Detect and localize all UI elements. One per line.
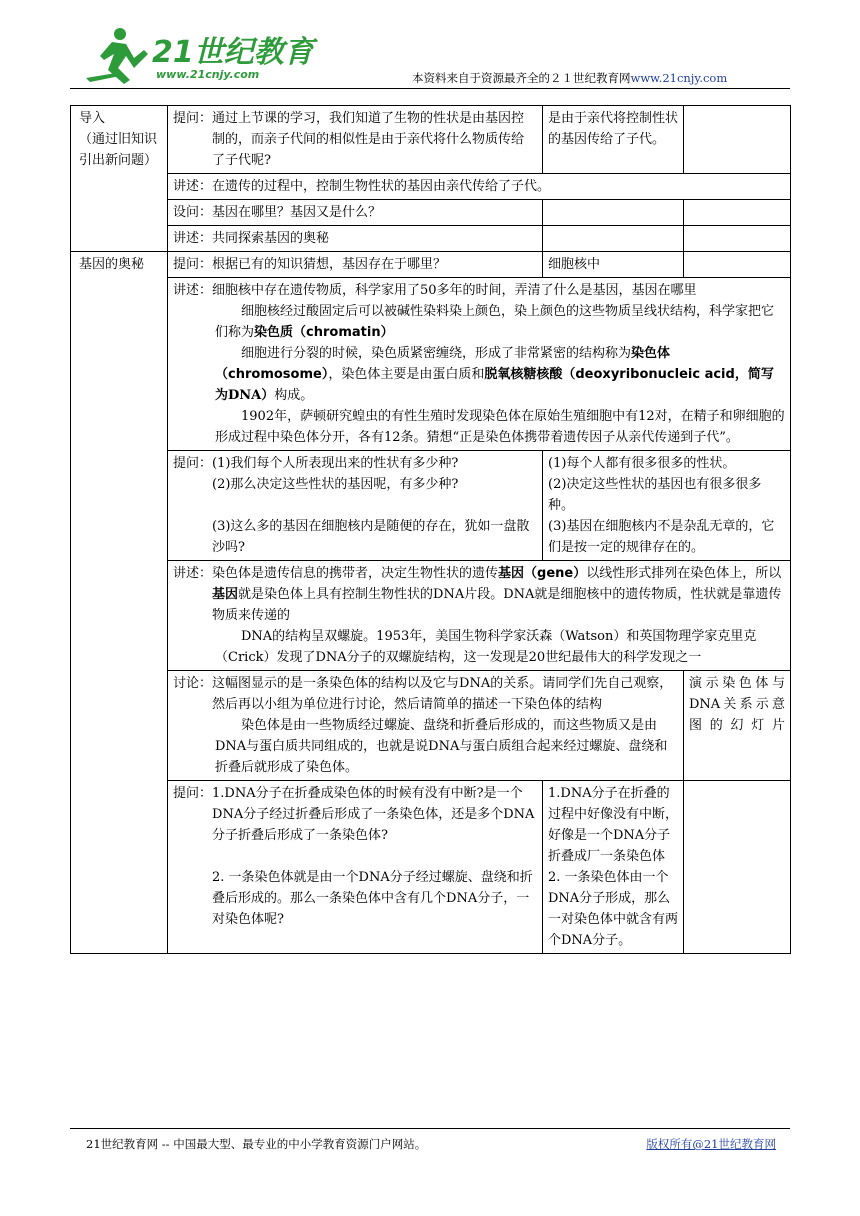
- table-row: [71, 278, 791, 451]
- header-source-note: [412, 70, 727, 86]
- answer-cell: 是由于亲代将控制性状的基因传给了子代。: [543, 106, 684, 174]
- lecture-paragraph: DNA的结构呈双螺旋。1953年，美国生物科学家沃森（Watson）和英国物理学家克里克（Crick）发现了DNA分子的双螺旋结构，这一发现是20世纪最伟大的科学发现之一: [215, 629, 757, 665]
- page-header: [0, 0, 860, 95]
- lecture-paragraph: 细胞核经过酸固定后可以被碱性染料染上颜色，染上颜色的这些物质呈线状结构，科学家把它们称为染色质（chromatin）: [215, 304, 775, 340]
- question-cell: 设问：基因在哪里？基因又是什么？: [168, 200, 543, 226]
- lesson-table: [70, 105, 791, 954]
- logo-text: 21世纪教育: [152, 35, 314, 70]
- table-row: [71, 226, 791, 252]
- lecture-cell: 讲述： 染色体是遗传信息的携带者，决定生物性状的遗传基因（gene）以线性形式排列在染色体上，所以基因就是染色体上具有控制生物性状的DNA片段。DNA就是细胞核中的遗传物质，性状就是靠遗传物质来传递的 DNA的结构呈双螺旋。1953年，美国生物科学家沃森（Watson）和英国物理学家克里克（Crick）发现了DNA分子的双螺旋结构，这一发现是20世纪最伟大的科学发现之一: [168, 561, 791, 671]
- note-cell: 演示染色体与DNA关系示意图的幻灯片: [684, 671, 791, 781]
- logo-url: www.21cnjy.com: [156, 68, 260, 81]
- table-row: [71, 451, 791, 561]
- question-cell: 提问： 1.DNA分子在折叠成染色体的时候有没有中断?是一个DNA分子经过折叠后形成了一条染色体，还是多个DNA分子折叠后形成了一条染色体? 2. 一条染色体就是由一个DNA分子经过螺旋、盘绕和折叠后形成的。那么一条染色体中含有几个DNA分子，一对染色体呢?: [168, 781, 543, 954]
- lecture-cell: 讲述：共同探索基因的奥秘: [168, 226, 543, 252]
- discussion-paragraph: 染色体是由一些物质经过螺旋、盘绕和折叠后形成的，而这些物质又是由DNA与蛋白质共同组成的，也就是说DNA与蛋白质组合起来经过螺旋、盘绕和折叠后就形成了染色体。: [215, 718, 668, 775]
- question-cell: 提问： 通过上节课的学习，我们知道了生物的性状是由基因控制的，而亲子代间的相似性是由于亲代将什么物质传给了子代呢?: [168, 106, 543, 174]
- question-cell: 提问： (1)我们每个人所表现出来的性状有多少种? (2)那么决定这些性状的基因呢，有多少种? (3)这么多的基因在细胞核内是随便的存在，犹如一盘散沙吗?: [168, 451, 543, 561]
- section-label-intro: 导入 （通过旧知识引出新问题）: [71, 106, 168, 252]
- header-note-url[interactable]: www.21cnjy.com: [630, 71, 728, 85]
- footer-divider: [70, 1128, 790, 1129]
- answer-cell: [543, 226, 684, 252]
- answer-cell: [543, 200, 684, 226]
- table-row: [71, 200, 791, 226]
- lecture-cell: 讲述： 细胞核中存在遗传物质，科学家用了50多年的时间，弄清了什么是基因，基因在哪里 细胞核经过酸固定后可以被碱性染料染上颜色，染上颜色的这些物质呈线状结构，科学家把它们称为染色质（chromatin） 细胞进行分裂的时候，染色质紧密缠绕，形成了非常紧密的结构称为染色体（chromosome），染色体主要是由蛋白质和脱氧核糖核酸（deoxyribonucleic acid，简写为DNA）构成。 1902年，萨顿研究蝗虫的有性生殖时发现染色体在原始生殖细胞中有12对，在精子和卵细胞的形成过程中染色体分开，各有12条。猜想“正是染色体携带着遗传因子从亲代传递到子代”。: [168, 278, 791, 451]
- note-cell: [684, 106, 791, 174]
- note-cell: [684, 200, 791, 226]
- lesson-table-container: [70, 105, 790, 954]
- section-label-gene-mystery: 基因的奥秘: [71, 252, 168, 954]
- lecture-paragraph: 细胞进行分裂的时候，染色质紧密缠绕，形成了非常紧密的结构称为染色体（chromosome），染色体主要是由蛋白质和脱氧核糖核酸（deoxyribonucleic acid，简写为DNA）构成。: [215, 346, 774, 403]
- table-row: [71, 106, 791, 174]
- note-cell: [684, 781, 791, 954]
- table-row: [71, 252, 791, 278]
- question-cell: 提问：根据已有的知识猜想，基因存在于哪里？: [168, 252, 543, 278]
- table-row: [71, 174, 791, 200]
- table-row: [71, 561, 791, 671]
- lecture-paragraph: 1902年，萨顿研究蝗虫的有性生殖时发现染色体在原始生殖细胞中有12对，在精子和卵细胞的形成过程中染色体分开，各有12条。猜想“正是染色体携带着遗传因子从亲代传递到子代”。: [215, 409, 785, 445]
- note-cell: [684, 226, 791, 252]
- footer-copyright-link[interactable]: 版权所有@21世纪教育网: [646, 1137, 776, 1151]
- note-cell: [684, 252, 791, 278]
- answer-cell: (1)每个人都有很多很多的性状。 (2)决定这些性状的基因也有很多很多种。 (3)基因在细胞核内不是杂乱无章的，它们是按一定的规律存在的。: [543, 451, 791, 561]
- 21cnjy-logo: [82, 20, 314, 90]
- page-footer: [70, 1128, 790, 1151]
- table-row: [71, 781, 791, 954]
- answer-cell: 细胞核中: [543, 252, 684, 278]
- discussion-cell: 讨论： 这幅图显示的是一条染色体的结构以及它与DNA的关系。请同学们先自己观察，然后再以小组为单位进行讨论，然后请简单的描述一下染色体的结构 染色体是由一些物质经过螺旋、盘绕和折叠后形成的，而这些物质又是由DNA与蛋白质共同组成的，也就是说DNA与蛋白质组合起来经过螺旋、盘绕和折叠后就形成了染色体。: [168, 671, 684, 781]
- header-divider: [70, 88, 790, 89]
- answer-cell: 1.DNA分子在折叠的过程中好像没有中断，好像是一个DNA分子折叠成厂一条染色体 2. 一条染色体由一个DNA分子形成，那么一对染色体中就含有两个DNA分子。: [543, 781, 684, 954]
- lecture-cell: 讲述：在遗传的过程中，控制生物性状的基因由亲代传给了子代。: [168, 174, 791, 200]
- footer-site-description: 21世纪教育网 -- 中国最大型、最专业的中小学教育资源门户网站。: [86, 1137, 427, 1151]
- header-note-text: 本资料来自于资源最齐全的２１世纪教育网: [412, 71, 631, 85]
- table-row: [71, 671, 791, 781]
